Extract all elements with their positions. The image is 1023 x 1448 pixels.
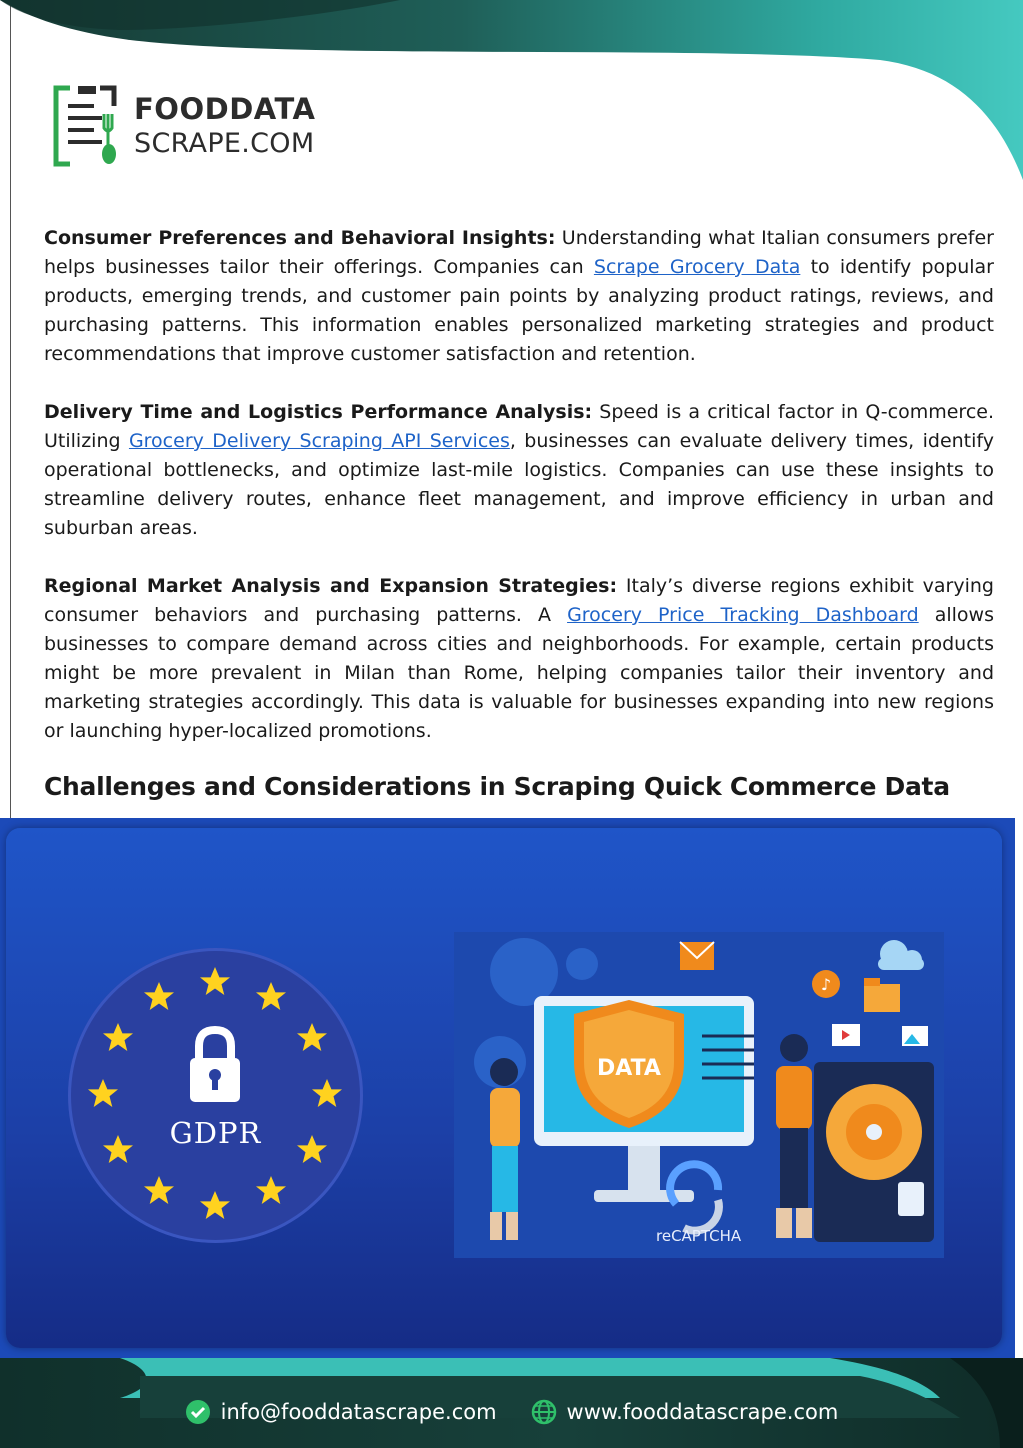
svg-text:♪: ♪ — [820, 975, 832, 994]
star-icon — [256, 982, 286, 1010]
recaptcha-label: reCAPTCHA — [656, 1227, 742, 1245]
paragraph-text: allows businesses to compare demand across cities and neighborhoods. For example, certain products might be more prevalent in Milan than Rome, helping companies tailor their inventory and marketing strategies accordingly. This data is valuable for businesses expanding into new regions or launching hyper-localized promotions. — [44, 604, 994, 742]
paragraph-text: Italy’s diverse regions exhibit varying consumer behaviors and purchasing patterns. A — [44, 575, 994, 626]
paragraph-regional-market — [44, 572, 994, 746]
paragraph-heading: Delivery Time and Logistics Performance Analysis: — [44, 401, 593, 423]
illustration-banner — [0, 818, 1015, 1358]
paragraph-text: Speed is a critical factor in Q-commerce. Utilizing — [44, 401, 995, 452]
lock-icon — [190, 1030, 240, 1102]
shield-label: DATA — [597, 1056, 661, 1081]
paragraph-text: Understanding what Italian consumers prefer helps businesses tailor their offerings. Companies can — [44, 227, 994, 278]
paragraph-text: to identify popular products, emerging trends, and customer pain points by analyzing product ratings, reviews, and purchasing patterns. This information enables personalized marketing strategies and product recommendations that improve customer satisfaction and retention. — [44, 256, 994, 365]
scene-artwork — [454, 932, 944, 1258]
footer-website-text[interactable]: www.fooddatascrape.com — [566, 1400, 839, 1424]
link-scrape-grocery-data[interactable]: Scrape Grocery Data — [593, 256, 801, 278]
footer-contacts — [0, 1394, 1023, 1430]
email-icon — [185, 1399, 211, 1425]
star-icon — [200, 967, 230, 995]
brand-name-line1: FOODDATA — [134, 92, 316, 126]
globe-icon — [531, 1399, 557, 1425]
star-icon — [103, 1023, 133, 1051]
paragraph-heading: Regional Market Analysis and Expansion Strategies: — [44, 575, 618, 597]
star-icon — [256, 1176, 286, 1204]
data-protection-scene — [454, 932, 944, 1258]
illustration-panel — [6, 828, 1002, 1348]
footer-website[interactable] — [531, 1399, 839, 1425]
star-icon — [200, 1191, 230, 1219]
paragraph-delivery-logistics — [44, 398, 994, 543]
footer-email[interactable] — [185, 1399, 497, 1425]
star-icon — [144, 982, 174, 1010]
footer-email-text[interactable]: info@fooddatascrape.com — [220, 1400, 497, 1424]
gdpr-label: GDPR — [169, 1116, 262, 1150]
logo-mark-icon — [52, 84, 124, 168]
envelope-icon — [680, 942, 714, 970]
eu-stars-ring — [68, 948, 363, 1243]
brand-logo[interactable] — [52, 84, 342, 168]
paragraph-heading: Consumer Preferences and Behavioral Insights: — [44, 227, 556, 249]
gdpr-badge — [68, 948, 363, 1243]
article-body — [44, 224, 994, 775]
section-heading: Challenges and Considerations in Scraping Quick Commerce Data — [44, 772, 950, 801]
star-icon — [88, 1079, 118, 1107]
paragraph-text: , businesses can evaluate delivery times, identify operational bottlenecks, and optimize last-mile logistics. Companies can use these insights to streamline delivery routes, enhance fleet management, and improve efficiency in urban and suburban areas. — [44, 430, 995, 539]
link-price-tracking-dashboard[interactable]: Grocery Price Tracking Dashboard — [567, 604, 919, 626]
star-icon — [312, 1079, 342, 1107]
music-icon — [812, 970, 840, 998]
paragraph-consumer-preferences — [44, 224, 994, 369]
star-icon — [297, 1023, 327, 1051]
image-icon — [902, 1026, 928, 1046]
star-icon — [144, 1176, 174, 1204]
brand-name-line2: SCRAPE.COM — [134, 128, 315, 159]
hard-drive-icon — [814, 1062, 934, 1242]
link-grocery-delivery-api[interactable]: Grocery Delivery Scraping API Services — [128, 430, 510, 452]
video-icon — [832, 1024, 860, 1046]
